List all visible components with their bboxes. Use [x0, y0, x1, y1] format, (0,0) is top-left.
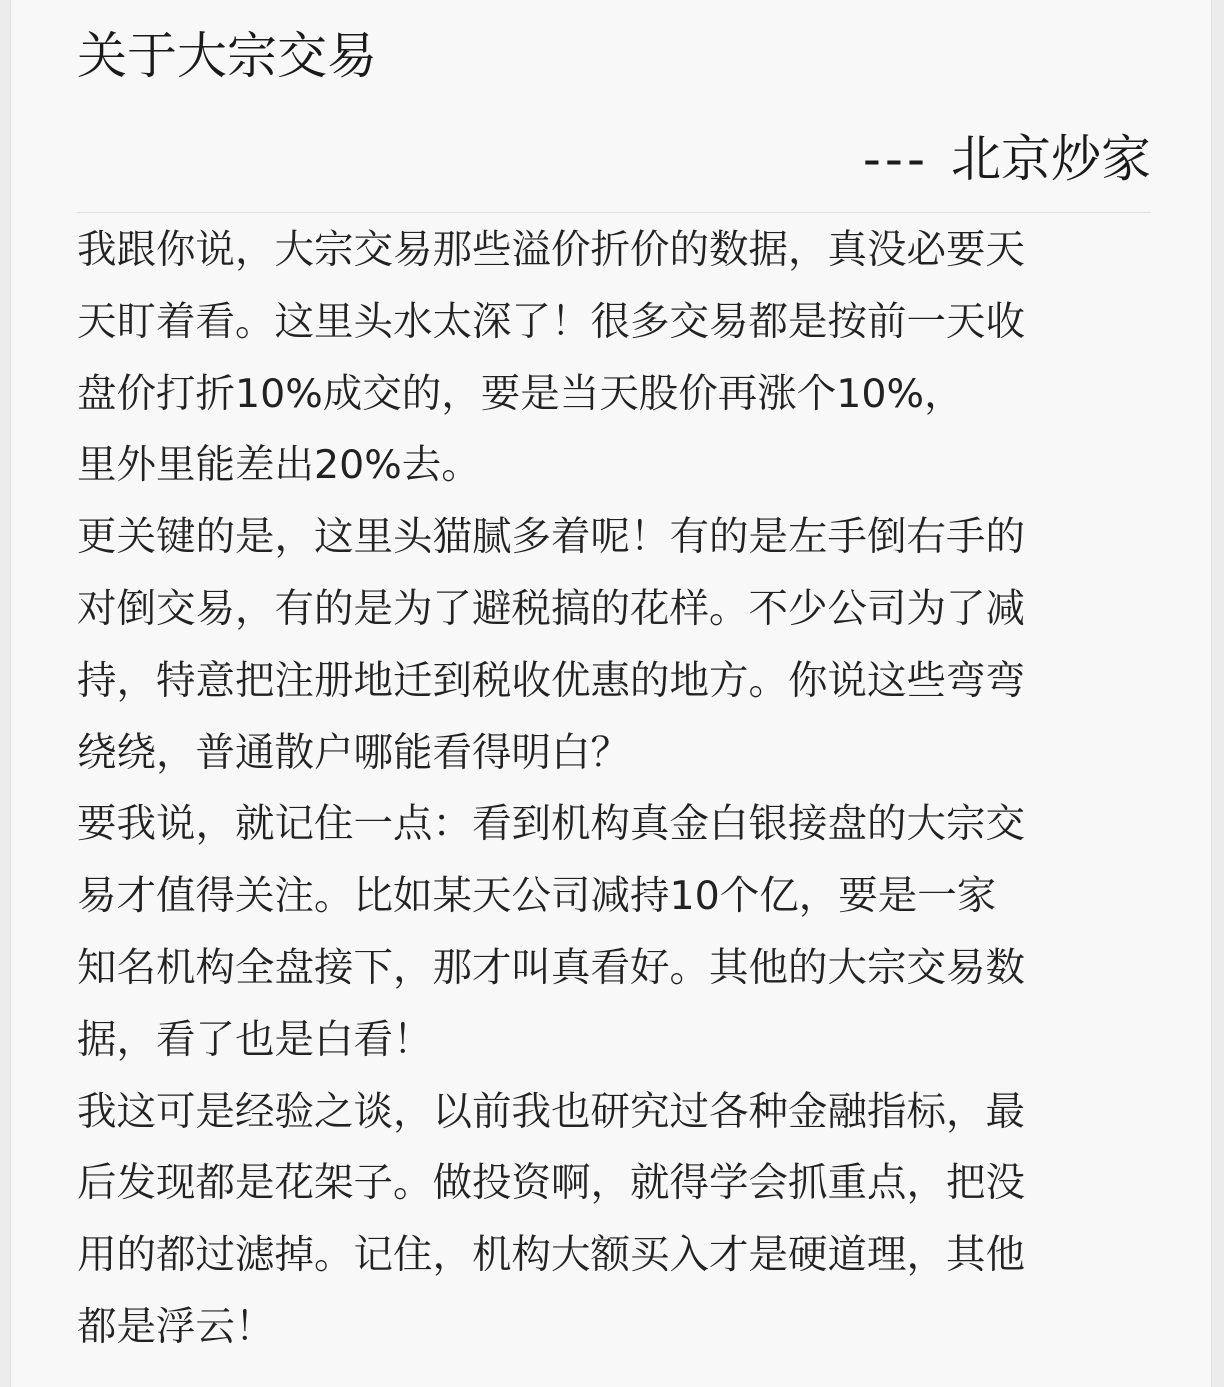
article-author [863, 126, 1151, 192]
body-line: 里外里能差出20%去。 [77, 442, 481, 489]
body-line: 我跟你说，大宗交易那些溢价折价的数据，真没必要天 [77, 227, 1025, 273]
article-page [10, 0, 1212, 1387]
author-dashes: --- [862, 130, 929, 188]
title-divider [77, 212, 1151, 213]
body-line: 天盯着看。这里头水太深了！很多交易都是按前一天收 [77, 298, 1025, 345]
article-body [77, 215, 1157, 1364]
body-line: 要我说，就记住一点：看到机构真金白银接盘的大宗交 [77, 801, 1025, 848]
body-line: 知名机构全盘接下，那才叫真看好。其他的大宗交易数 [77, 944, 1025, 991]
body-line: 都是浮云！ [77, 1303, 275, 1350]
body-line: 绕绕，普通散户哪能看得明白？ [77, 729, 630, 776]
body-line: 用的都过滤掉。记住，机构大额买入才是硬道理，其他 [77, 1232, 1025, 1279]
body-line: 更关键的是，这里头猫腻多着呢！有的是左手倒右手的 [77, 514, 1025, 561]
body-line: 我这可是经验之谈，以前我也研究过各种金融指标，最 [77, 1088, 1025, 1135]
body-line: 后发现都是花架子。做投资啊，就得学会抓重点，把没 [77, 1160, 1025, 1207]
body-line: 盘价打折10%成交的，要是当天股价再涨个10%， [77, 370, 964, 417]
body-line: 易才值得关注。比如某天公司减持10个亿，要是一家 [77, 873, 997, 920]
body-line: 据，看了也是白看！ [77, 1016, 433, 1063]
body-line: 持，特意把注册地迁到税收优惠的地方。你说这些弯弯 [77, 657, 1025, 704]
article-title: 关于大宗交易 [77, 27, 377, 85]
author-name: 北京炒家 [951, 130, 1151, 188]
body-line: 对倒交易，有的是为了避税搞的花样。不少公司为了减 [77, 585, 1025, 632]
